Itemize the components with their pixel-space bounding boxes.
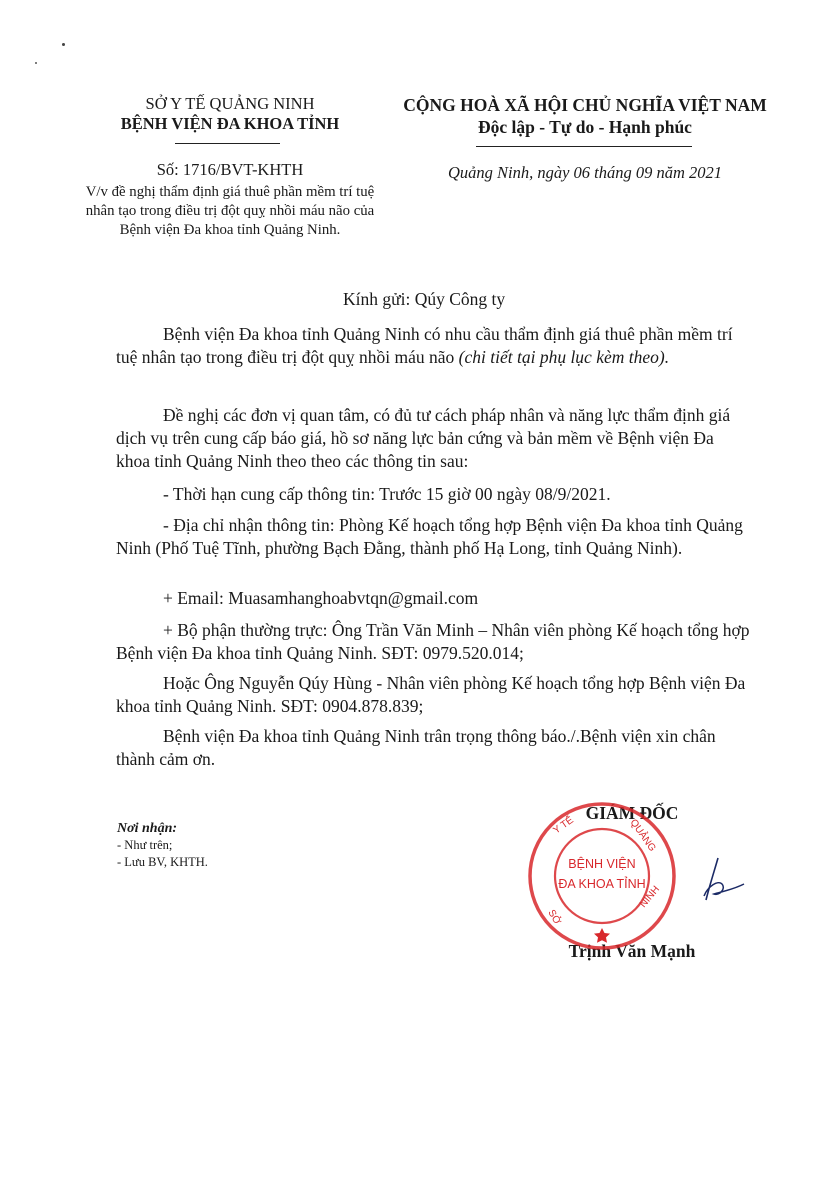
paragraph-request (116, 323, 752, 369)
recipients-list (117, 820, 208, 871)
signer-title: GIÁM ĐỐC (585, 803, 679, 823)
recipients-item: - Lưu BV, KHTH. (117, 855, 208, 869)
national-motto: Độc lập - Tự do - Hạnh phúc (478, 117, 692, 137)
seal-star-icon (594, 928, 610, 943)
seal-line-2: ĐA KHOA TỈNH (558, 877, 646, 891)
document-number: Số: 1716/BVT-KHTH (156, 160, 304, 179)
header-underline-right (476, 146, 692, 147)
seal-arc-text: Y TẾ (551, 814, 576, 837)
recipients-label: Nơi nhận: (117, 821, 178, 836)
seal-arc-text: SỞ (545, 908, 563, 927)
paragraph-closing: Bệnh viện Đa khoa tỉnh Quảng Ninh trân trọng thông báo./.Bệnh viện xin chân thành cảm ơn. (116, 726, 716, 769)
organization-name: BỆNH VIỆN ĐA KHOA TỈNH (120, 114, 340, 133)
paragraph-proposal: Đề nghị các đơn vị quan tâm, có đủ tư cách pháp nhân và năng lực thẩm định giá dịch vụ trên cung cấp báo giá, hồ sơ năng lực bản cứng và bản mềm về Bệnh viện Đa khoa tỉnh Quảng Ninh theo theo các thông tin sau: (116, 405, 731, 471)
recipients-item: - Như trên; (117, 838, 173, 852)
seal-line-1: BỆNH VIỆN (568, 857, 636, 871)
seal-arc-text: NINH (637, 884, 663, 910)
seal-arc-text: QUẢNG (627, 817, 658, 854)
signer-name: Trịnh Văn Mạnh (568, 941, 696, 961)
paragraph-request-text: Bệnh viện Đa khoa tỉnh Quảng Ninh có nhu cầu thẩm định giá thuê phần mềm trí tuệ nhân tạo trong điều trị đột quỵ nhồi máu não (116, 324, 733, 367)
paragraph-email: + Email: Muasamhanghoabvtqn@gmail.com (163, 588, 479, 608)
paragraph-deadline: - Thời hạn cung cấp thông tin: Trước 15 giờ 00 ngày 08/9/2021. (163, 484, 611, 504)
parent-organization: SỞ Y TẾ QUẢNG NINH (145, 94, 315, 113)
organization-block (80, 94, 380, 134)
national-header (370, 94, 800, 138)
handwritten-signature (648, 850, 748, 910)
scan-speck (62, 43, 65, 46)
paragraph-request-note: (chi tiết tại phụ lục kèm theo). (458, 347, 670, 367)
date-line: Quảng Ninh, ngày 06 tháng 09 năm 2021 (447, 163, 723, 182)
scan-speck (35, 62, 37, 64)
header-underline-left (175, 143, 280, 144)
recipient-line: Kính gửi: Qúy Công ty (343, 289, 506, 309)
country-name: CỘNG HOÀ XÃ HỘI CHỦ NGHĨA VIỆT NAM (403, 95, 767, 115)
paragraph-contact-1: + Bộ phận thường trực: Ông Trần Văn Minh – Nhân viên phòng Kế hoạch tổng hợp Bệnh viện Đa khoa tỉnh Quảng Ninh. SĐT: 0979.520.014; (116, 620, 750, 663)
paragraph-contact-2: Hoặc Ông Nguyễn Qúy Hùng - Nhân viên phòng Kế hoạch tổng hợp Bệnh viện Đa khoa tỉnh Quảng Ninh. SĐT: 0904.878.839; (116, 673, 746, 716)
document-subject: V/v đề nghị thẩm định giá thuê phần mềm trí tuệ nhân tạo trong điều trị đột quỵ nhồi máu não của Bệnh viện Đa khoa tỉnh Quảng Ninh. (85, 184, 375, 238)
paragraph-address: - Địa chỉ nhận thông tin: Phòng Kế hoạch tổng hợp Bệnh viện Đa khoa tỉnh Quảng Ninh (Phố Tuệ Tĩnh, phường Bạch Đằng, thành phố Hạ Long, tỉnh Quảng Ninh). (116, 515, 743, 558)
